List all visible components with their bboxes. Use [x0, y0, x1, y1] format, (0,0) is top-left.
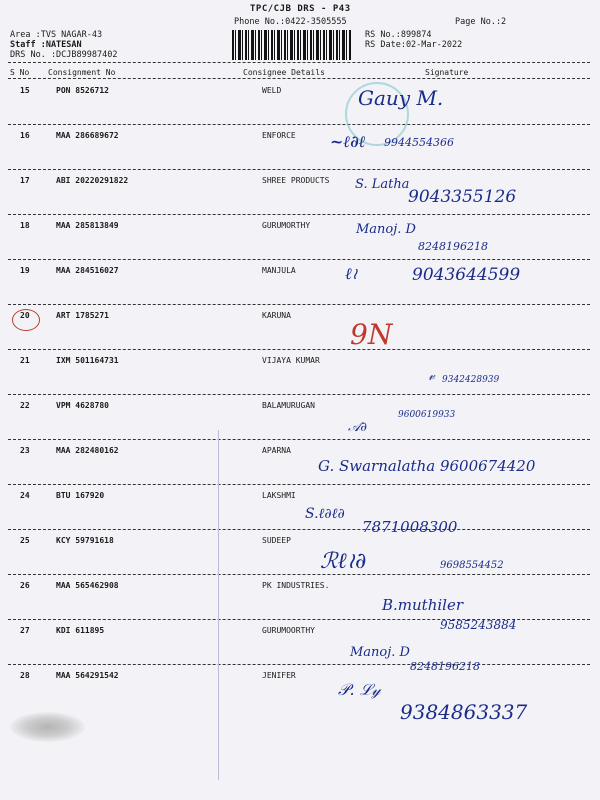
row-sno: 19 — [20, 266, 30, 275]
row-sno: 20 — [20, 311, 30, 320]
row-sno: 21 — [20, 356, 30, 365]
rs-number: RS No.:899874 — [365, 30, 432, 40]
row-consignee: SHREE PRODUCTS — [262, 176, 330, 185]
row-consignment: ABI 20220291822 — [56, 176, 129, 185]
row-sno: 24 — [20, 491, 30, 500]
row-consignment: VPM 4628780 — [56, 401, 109, 410]
row-sno: 22 — [20, 401, 30, 410]
row-sno: 18 — [20, 221, 30, 230]
signature-25-scribble: ℛℓ≀∂ — [320, 549, 367, 574]
signature-22-scribble: 𝒜∂ — [348, 420, 368, 435]
ink-smudge — [10, 712, 85, 742]
sheet-title: TPC/CJB DRS - P43 — [250, 4, 351, 14]
signature-18-name: Manoj. D — [356, 222, 416, 237]
signature-19-scribble: ℓ≀ — [345, 264, 358, 283]
row-consignee: JENIFER — [262, 671, 296, 680]
signature-27-name: Manoj. D — [350, 645, 410, 660]
signature-17-name: S. Latha — [355, 177, 410, 192]
row-consignee: MANJULA — [262, 266, 296, 275]
signature-21-phone: 9342428939 — [442, 375, 500, 385]
row-consignee: LAKSHMI — [262, 491, 296, 500]
scan-artifact-line — [218, 430, 219, 780]
signature-26-phone: 9585243884 — [440, 618, 517, 632]
table-row — [0, 80, 600, 125]
table-row — [0, 395, 600, 440]
row-consignment: MAA 282480162 — [56, 446, 119, 455]
signature-25-phone: 9698554452 — [440, 560, 504, 571]
row-sno: 23 — [20, 446, 30, 455]
col-head-sno: S No — [10, 68, 30, 77]
table-row — [0, 125, 600, 170]
signature-17-phone: 9043355126 — [408, 187, 517, 207]
signature-24-scribble: S.ℓ∂ℓ∂ — [305, 506, 345, 522]
header-rule-top — [8, 62, 590, 63]
row-consignment: MAA 284516027 — [56, 266, 119, 275]
signature-24-phone: 7871008300 — [362, 518, 458, 536]
run-info — [10, 30, 117, 60]
signature-19-phone: 9043644599 — [412, 265, 521, 285]
table-row — [0, 530, 600, 575]
table-row — [0, 575, 600, 620]
row-consignee: APARNA — [262, 446, 291, 455]
row-consignment: ART 1785271 — [56, 311, 109, 320]
row-sno: 28 — [20, 671, 30, 680]
signature-22-phone: 9600619933 — [398, 410, 456, 420]
table-row — [0, 305, 600, 350]
col-head-consignment: Consignment No — [48, 68, 116, 77]
signature-26-name: B.muthiler — [382, 596, 464, 614]
signature-21-scribble: 𝓋 — [428, 368, 435, 384]
row-sno: 16 — [20, 131, 30, 140]
col-head-signature: Signature — [425, 68, 469, 77]
signature-28-phone: 9384863337 — [400, 700, 528, 724]
area: Area :TVS NAGAR-43 — [10, 30, 103, 40]
row-consignee: GURUMOORTHY — [262, 626, 315, 635]
row-consignment: IXM 501164731 — [56, 356, 119, 365]
row-sno: 25 — [20, 536, 30, 545]
header-rule-bottom — [8, 78, 590, 79]
signature-15: Gauy M. — [358, 86, 444, 110]
table-row — [0, 215, 600, 260]
col-head-consignee: Consignee Details — [243, 68, 325, 77]
row-consignee: SUDEEP — [262, 536, 291, 545]
drs-number: DRS No. :DCJB89987402 — [10, 50, 118, 60]
signature-16-scribble: ~ℓ∂ℓ — [330, 132, 366, 151]
row-consignee: KARUNA — [262, 311, 291, 320]
row-consignee: WELD — [262, 86, 282, 95]
row-sno: 15 — [20, 86, 30, 95]
row-consignee: ENFORCE — [262, 131, 296, 140]
rs-info — [365, 30, 462, 50]
row-consignment: PON 8526712 — [56, 86, 109, 95]
row-consignee: BALAMURUGAN — [262, 401, 315, 410]
row-consignee: VIJAYA KUMAR — [262, 356, 320, 365]
table-row — [0, 350, 600, 395]
signature-27-phone: 8248196218 — [410, 660, 480, 673]
signature-20: 9N — [350, 318, 393, 351]
row-consignment: MAA 286689672 — [56, 131, 119, 140]
row-consignment: BTU 167920 — [56, 491, 105, 500]
rs-date: RS Date:02-Mar-2022 — [365, 40, 463, 50]
row-sno: 17 — [20, 176, 30, 185]
row-consignment: KDI 611895 — [56, 626, 105, 635]
row-sno: 27 — [20, 626, 30, 635]
phone-number: Phone No.:0422-3505555 — [234, 17, 347, 27]
row-consignment: MAA 565462908 — [56, 581, 119, 590]
signature-23: G. Swarnalatha 9600674420 — [318, 457, 536, 475]
barcode — [232, 30, 352, 60]
row-consignee: PK INDUSTRIES. — [262, 581, 330, 590]
signature-16-phone: 9944554366 — [384, 136, 454, 149]
row-sno: 26 — [20, 581, 30, 590]
page-number: Page No.:2 — [455, 17, 507, 27]
row-consignment: MAA 564291542 — [56, 671, 119, 680]
row-20-circle-mark — [12, 309, 40, 331]
table-row — [0, 485, 600, 530]
row-consignment: MAA 285813849 — [56, 221, 119, 230]
staff: Staff :NATESAN — [10, 40, 82, 50]
row-consignee: GURUMORTHY — [262, 221, 311, 230]
row-consignment: KCY 59791618 — [56, 536, 114, 545]
signature-28-scribble: 𝒫. ℒ𝓎 — [338, 680, 381, 699]
signature-18-phone: 8248196218 — [418, 240, 488, 253]
